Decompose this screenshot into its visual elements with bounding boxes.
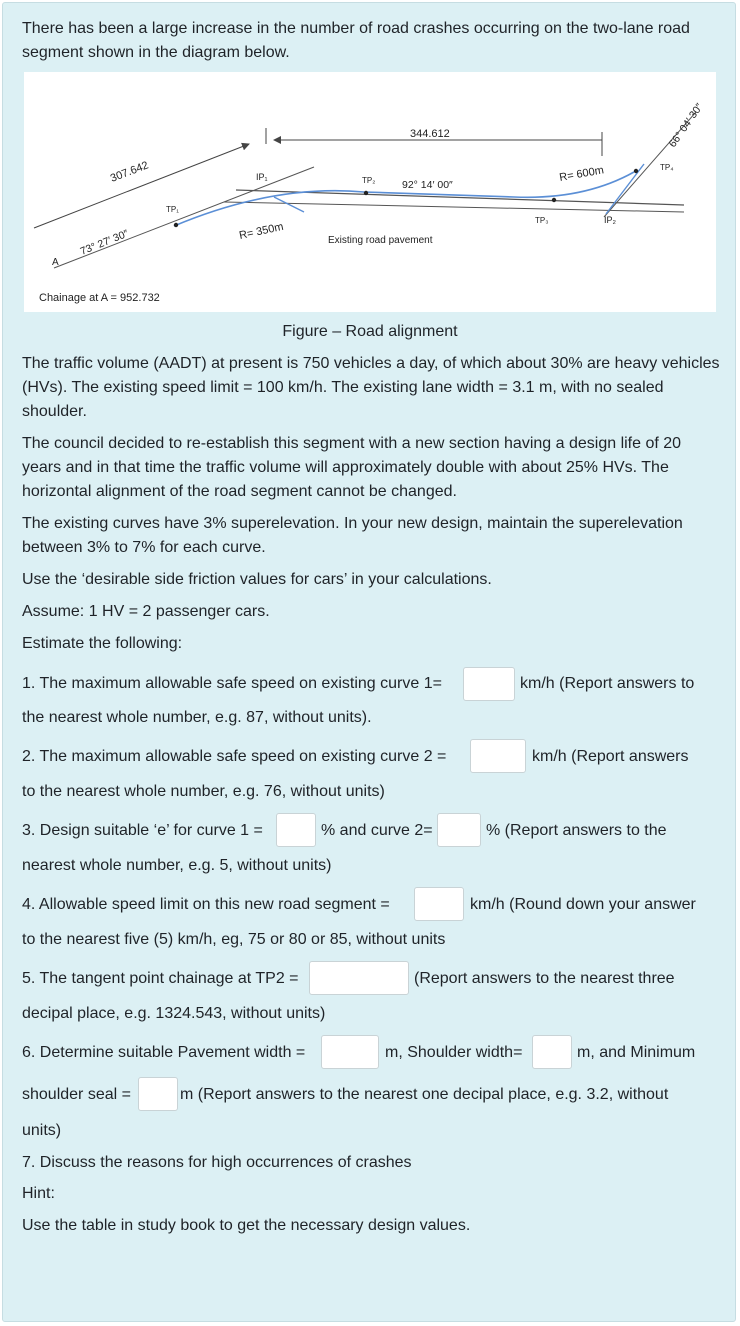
- shoulder-seal-input[interactable]: [138, 1077, 178, 1111]
- pavement-width-input[interactable]: [321, 1035, 379, 1069]
- hint-label: Hint:: [22, 1185, 55, 1202]
- q3-text: 3. Design suitable ‘e’ for curve 1 =: [22, 822, 263, 839]
- label-radius-2: R= 600m: [558, 164, 605, 184]
- q2-instructions: to the nearest whole number, e.g. 76, without units): [22, 783, 385, 800]
- label-angle-a: 73° 27′ 30″: [78, 227, 131, 258]
- q3-middle-text: % and curve 2=: [321, 822, 433, 839]
- label-ip2: IP₂: [604, 215, 616, 225]
- q2-text: 2. The maximum allowable safe speed on existing curve 2 =: [22, 748, 447, 765]
- tp4-point: [634, 169, 638, 173]
- intro-text: There has been a large increase in the number of road crashes occurring on the two-lane road segment shown in the diagram below.: [22, 20, 690, 61]
- road-alignment-diagram: [24, 72, 716, 312]
- label-angle-right: 66° 04′ 30″: [666, 101, 706, 150]
- q3-curve1-input[interactable]: [276, 813, 316, 847]
- q6-minimum-text: m, and Minimum: [577, 1044, 696, 1061]
- label-dist-left: 307.642: [108, 159, 151, 185]
- q2-answer-input[interactable]: [470, 739, 526, 773]
- label-angle-ip2: 92° 14′ 00″: [402, 179, 453, 191]
- q4-units: km/h (Round down your answer: [470, 896, 696, 913]
- dimension-arrow-left: [34, 144, 249, 228]
- q1-answer-input[interactable]: [463, 667, 515, 701]
- q4-instructions: to the nearest five (5) km/h, eg, 75 or 80 or 85, without units: [22, 931, 446, 948]
- paragraph-superelevation: The existing curves have 3% superelevation. In your new design, maintain the superelevation between 3% to 7% for each curve.: [22, 515, 683, 556]
- label-pavement: Existing road pavement: [328, 235, 433, 246]
- q6-units-end: units): [22, 1122, 62, 1139]
- q2-units: km/h (Report answers: [532, 748, 689, 765]
- label-radius-1: R= 350m: [238, 220, 285, 242]
- label-dist-top: 344.612: [410, 128, 450, 140]
- label-tp3: TP₃: [535, 216, 549, 225]
- q7-text: 7. Discuss the reasons for high occurrences of crashes: [22, 1154, 412, 1171]
- q4-answer-input[interactable]: [414, 887, 464, 921]
- paragraph-traffic: The traffic volume (AADT) at present is 750 vehicles a day, of which about 30% are heavy vehicles (HVs). The existing speed limit = 100 km/h. The existing lane width = 3.1 m, with no sealed shoulder.: [22, 355, 720, 420]
- label-chainage: Chainage at A = 952.732: [39, 292, 160, 304]
- label-tp1: TP₁: [166, 205, 179, 214]
- q1-text: 1. The maximum allowable safe speed on existing curve 1=: [22, 675, 442, 692]
- q4-text: 4. Allowable speed limit on this new road segment =: [22, 896, 390, 913]
- tp3-point: [552, 198, 556, 202]
- label-tp2: TP₂: [362, 176, 376, 185]
- q5-instructions: decipal place, e.g. 1324.543, without units): [22, 1005, 326, 1022]
- paragraph-council: The council decided to re-establish this segment with a new section having a design life of 20 years and in that time the traffic volume will approximately double with about 25% HVs. The horizontal alignment of the road segment cannot be changed.: [22, 435, 682, 500]
- hint-text: Use the table in study book to get the necessary design values.: [22, 1217, 471, 1234]
- q5-answer-input[interactable]: [309, 961, 409, 995]
- label-ip1: IP₁: [256, 172, 268, 182]
- q3-instructions: nearest whole number, e.g. 5, without units): [22, 857, 332, 874]
- q5-units: (Report answers to the nearest three: [414, 970, 675, 987]
- figure-caption: Figure – Road alignment: [282, 323, 458, 340]
- radius-line-2: [606, 164, 644, 214]
- q6-seal-text: shoulder seal =: [22, 1086, 131, 1103]
- paragraph-assume: Assume: 1 HV = 2 passenger cars.: [22, 603, 270, 620]
- shoulder-width-input[interactable]: [532, 1035, 572, 1069]
- radius-line-1: [274, 197, 304, 212]
- q3-curve2-input[interactable]: [437, 813, 481, 847]
- label-point-a: A: [52, 257, 59, 268]
- tp2-point: [364, 191, 368, 195]
- q6-text: 6. Determine suitable Pavement width =: [22, 1044, 306, 1061]
- paragraph-friction: Use the ‘desirable side friction values for cars’ in your calculations.: [22, 571, 492, 588]
- q5-text: 5. The tangent point chainage at TP2 =: [22, 970, 299, 987]
- paragraph-estimate: Estimate the following:: [22, 635, 183, 652]
- q6-shoulder-text: m, Shoulder width=: [385, 1044, 523, 1061]
- label-tp4: TP₄: [660, 163, 674, 172]
- tp1-point: [174, 223, 178, 227]
- q1-instructions: the nearest whole number, e.g. 87, without units).: [22, 709, 372, 726]
- road-alignment-figure: [24, 72, 716, 312]
- q1-units: km/h (Report answers to: [520, 675, 695, 692]
- q3-units: % (Report answers to the: [486, 822, 667, 839]
- q6-units: m (Report answers to the nearest one decipal place, e.g. 3.2, without: [180, 1086, 669, 1103]
